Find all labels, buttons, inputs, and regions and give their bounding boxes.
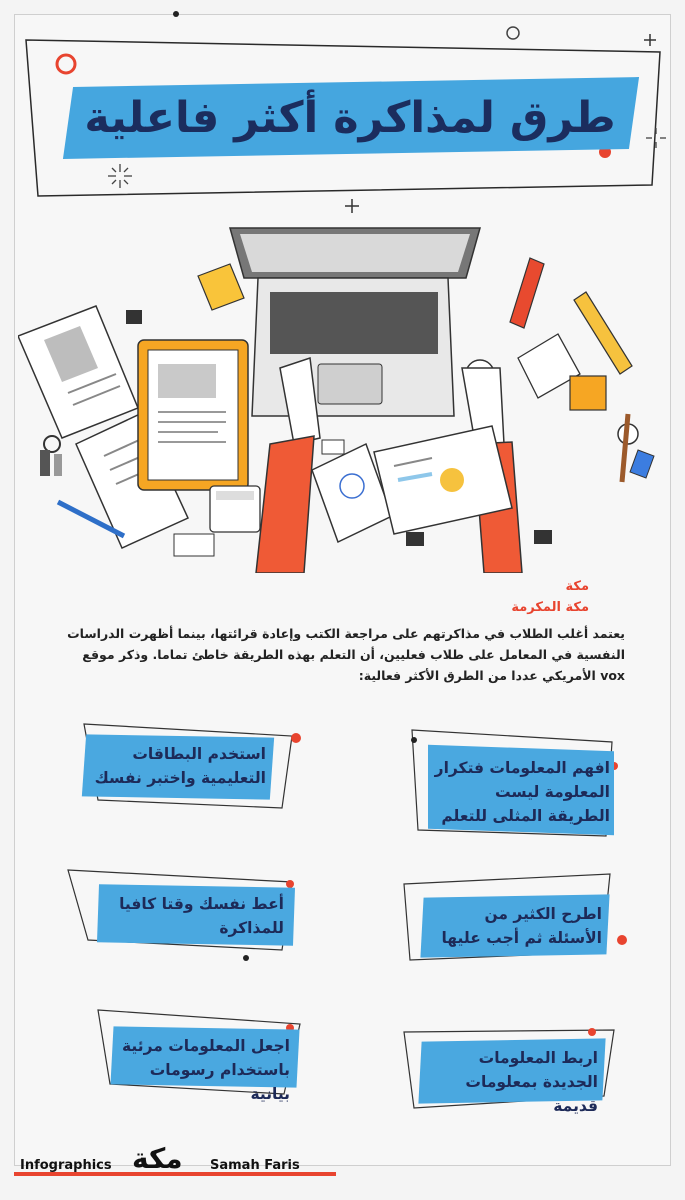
usb-drive-icon	[322, 440, 344, 454]
business-card-icon	[174, 534, 214, 556]
eraser-icon	[630, 450, 654, 478]
tip-text-4: أعط نفسك وقتا كافيا للمذاكرة	[119, 895, 284, 937]
plus-icon	[644, 34, 656, 46]
sparkle-icon	[108, 164, 132, 188]
paper-sheet-icon	[18, 306, 138, 438]
tip-text-2: استخدم البطاقات التعليمية واختبر نفسك	[94, 745, 266, 787]
tip-text-5: اربط المعلومات الجديدة بمعلومات قديمة	[465, 1049, 598, 1115]
brand-logo: مكة	[132, 1142, 183, 1175]
ring-icon	[507, 27, 519, 39]
sticky-notes-stack-icon	[570, 376, 606, 410]
footer-author: Samah Faris	[210, 1158, 300, 1173]
binder-clip-icon	[534, 530, 552, 544]
laptop-icon	[230, 228, 480, 416]
dark-dot-icon	[173, 11, 179, 17]
marker-icon	[510, 258, 544, 328]
calculator-icon	[210, 486, 260, 532]
footer-label: Infographics	[20, 1158, 112, 1173]
tip-text-6: اجعل المعلومات مرئية باستخدام رسومات بيانية	[122, 1037, 290, 1103]
sticky-note-icon	[198, 264, 244, 310]
tip-text-3: اطرح الكثير من الأسئلة ثم أجب عليها	[441, 905, 602, 947]
location-label: مكة	[565, 579, 589, 594]
plus-icon	[345, 199, 359, 213]
desk-illustration	[18, 218, 658, 573]
sparkle-icon	[646, 128, 666, 148]
keys-icon	[40, 436, 62, 476]
intro-paragraph: يعتمد أغلب الطلاب في مذاكرتهم على مراجعة الكتب وإعادة قرائتها، بينما أظهرت الدراسات النفسية في المعامل على طلاب فعليين، أن التعلم بهذه الطريقة خاطئ تماما. وذكر موقع vox الأمريكي عددا من الطرق الأكثر فعالية:	[67, 626, 625, 683]
ruler-icon	[574, 292, 632, 374]
binder-clip-icon	[126, 310, 142, 324]
page-title: طرق لمذاكرة أكثر فاعلية	[84, 93, 616, 143]
red-ring-icon	[57, 55, 75, 73]
tip-text-1: افهم المعلومات فتكرار المعلومة ليست الطريقة المثلى للتعلم	[434, 759, 610, 825]
clipboard-icon	[138, 340, 248, 490]
source-label: مكة المكرمة	[511, 600, 589, 615]
sharpener-icon	[406, 532, 424, 546]
